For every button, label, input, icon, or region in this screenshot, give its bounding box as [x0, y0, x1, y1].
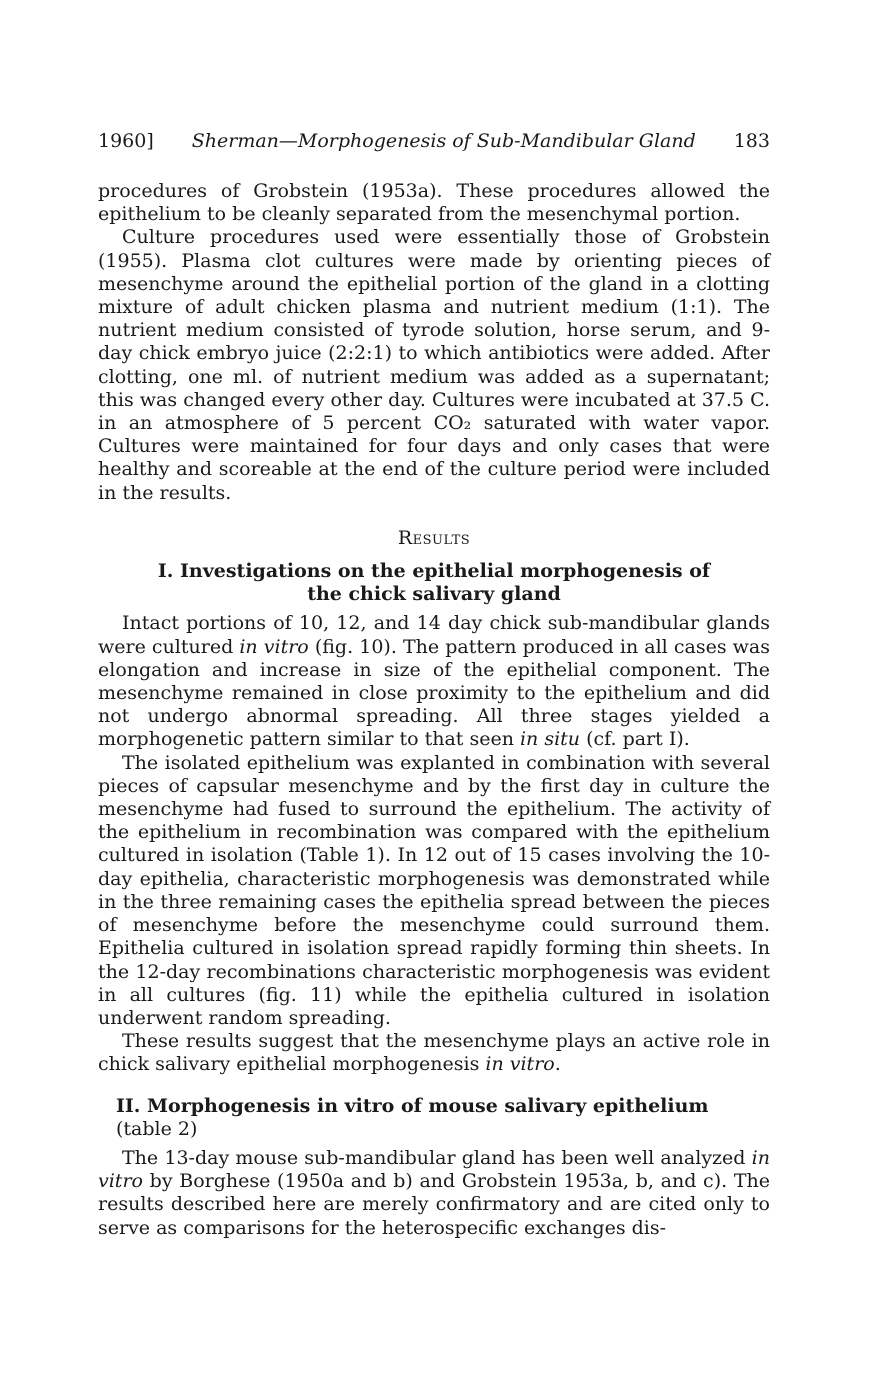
text-run: . [554, 1053, 561, 1076]
header-year: 1960] [98, 130, 154, 152]
text-run: The 13-day mouse sub-mandibular gland has been well analyzed [122, 1146, 752, 1169]
paragraph-isolated-epithelium: The isolated epithelium was explanted in combination with several pieces of capsular mesenchyme and by the first day in culture the mesenchyme had fused to surround the epithelium. The activity of the epithelium in recombination was compared with the epithelium cultured in isolation (Table 1). In 12 out of 15 cases involving the 10-day epithelia, characteristic morphogenesis was demonstrated while in the three remaining cases the epithelia spread between the pieces of mesenchyme before the mesenchyme could surround them. Epithelia cultured in isolation spread rapidly forming thin sheets. In the 12-day recombinations characteristic morphogenesis was evident in all cultures (fig. 11) while the epithelia cultured in isolation underwent random spreading. [98, 751, 770, 1029]
section-1-heading-line-1: I. Investigations on the epithelial morphogenesis of [157, 560, 711, 583]
paragraph-results-suggest [98, 1030, 770, 1076]
running-header [98, 130, 770, 152]
paragraph-culture-procedures: Culture procedures used were essentially those of Grobstein (1955). Plasma clot cultures were made by orienting pieces of mesenchyme around the epithelial portion of the gland in a clotting mixture of adult chicken plasma and nutrient medium (1:1). The nutrient medium consisted of tyrode solution, horse serum, and 9-day chick embryo juice (2:2:1) to which antibiotics were added. After clotting, one ml. of nutrient medium was added as a supernatant; this was changed every other day. Cultures were incubated at 37.5 C. in an atmosphere of 5 percent CO₂ saturated with water vapor. Cultures were maintained for four days and only cases that were healthy and scoreable at the end of the culture period were included in the results. [98, 226, 770, 504]
section-1-heading [98, 560, 770, 606]
body-text [98, 180, 770, 1240]
section-2-heading [116, 1095, 770, 1141]
text-run: (cf. part I). [580, 728, 690, 751]
paragraph-procedures: procedures of Grobstein (1953a). These procedures allowed the epithelium to be cleanly separated from the mesenchymal portion. [98, 180, 770, 226]
section-1-heading-line-2: the chick salivary gland [307, 583, 561, 606]
text-run: (fig. 10). The pattern produced in all cases was elongation and increase in size of the epithelial component. The mesenchyme remained in close proximity to the epithelium and did not undergo abnormal spreading. All three stages yielded a morphogenetic pattern similar to that seen [98, 635, 771, 751]
italic-term: in situ [519, 728, 581, 751]
italic-term: in vitro [98, 1146, 770, 1193]
text-run: Intact portions of 10, 12, and 14 day chick sub-mandibular glands were cultured [98, 612, 770, 658]
header-page-number: 183 [733, 130, 770, 152]
paragraph-mouse-gland [98, 1147, 770, 1240]
header-running-title: Sherman—Morphogenesis of Sub-Mandibular Gland [191, 130, 696, 152]
section-2-heading-tail: (table 2) [116, 1117, 198, 1140]
italic-term: in vitro [239, 635, 309, 658]
paragraph-intact-portions [98, 612, 770, 751]
results-heading: Results [397, 526, 471, 549]
section-2-heading-bold: II. Morphogenesis in vitro of mouse salivary epithelium [116, 1094, 709, 1117]
text-run: These results suggest that the mesenchyme plays an active role in chick salivary epithelial morphogenesis [98, 1030, 770, 1076]
text-run: by Borghese (1950a and b) and Grobstein 1953a, b, and c). The results described here are merely confirmatory and are cited only to serve as comparisons for the heterospecific exchanges dis- [98, 1170, 770, 1239]
italic-term: in vitro [485, 1053, 555, 1076]
